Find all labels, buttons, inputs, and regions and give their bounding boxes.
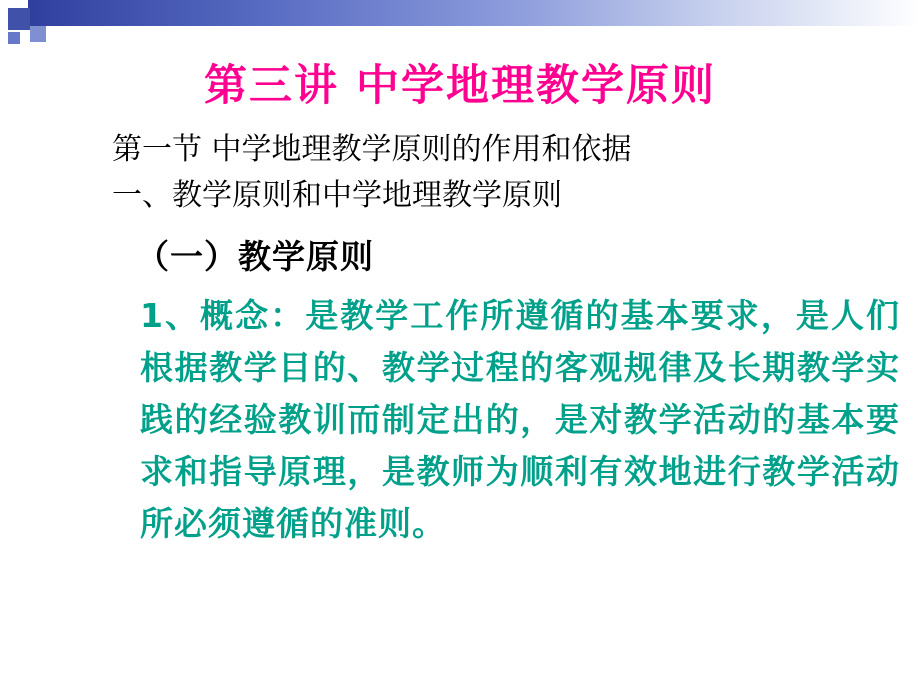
banner-square-medium [30,26,46,42]
banner-gradient-bar [28,0,920,26]
banner-square-large [8,8,30,30]
banner-square-small [8,32,20,44]
section-heading: 第一节 中学地理教学原则的作用和依据 [112,132,632,167]
slide-title: 第三讲 中学地理教学原则 [204,61,716,111]
subtopic-heading: （一）教学原则 [136,237,374,276]
body-paragraph: 1、概念：是教学工作所遵循的基本要求，是人们根据教学目的、教学过程的客观规律及长期教学实践的经验教训而制定出的，是对教学活动的基本要求和指导原理，是教师为顺利有效地进行教学活动所必须遵循的准则。 [140,296,900,543]
topic-heading: 一、教学原则和中学地理教学原则 [112,178,562,213]
decorative-banner [0,0,920,58]
